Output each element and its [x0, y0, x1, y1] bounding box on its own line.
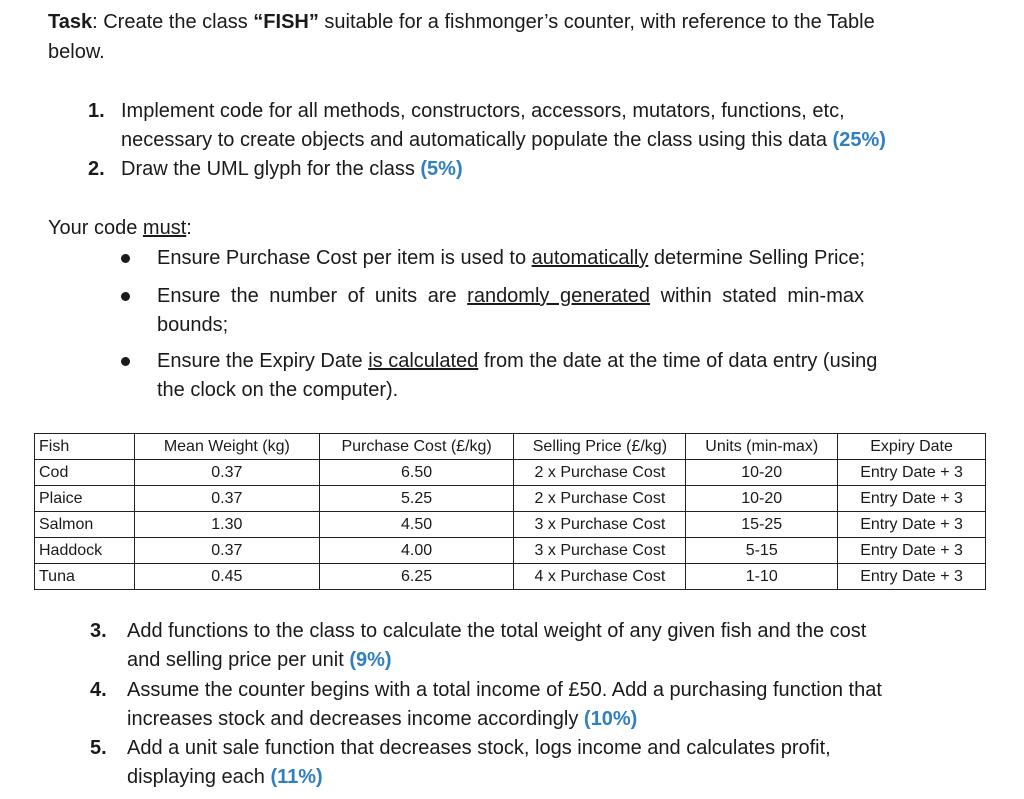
- bullet-1-post: determine Selling Price;: [648, 247, 866, 269]
- item-3-text: and selling price per unit: [127, 649, 350, 671]
- table-cell: 2 x Purchase Cost: [514, 486, 686, 512]
- table-cell: 3 x Purchase Cost: [514, 538, 686, 564]
- table-cell: 4 x Purchase Cost: [514, 564, 686, 590]
- item-3-number: 3.: [90, 620, 107, 642]
- must-pre: Your code: [48, 217, 143, 239]
- table-cell: 10-20: [686, 486, 838, 512]
- item-5-text: displaying each: [127, 766, 271, 788]
- item-1-text: necessary to create objects and automatically populate the class using this data: [121, 129, 833, 151]
- item-1-percent: (25%): [832, 129, 886, 151]
- item-4-line-1: Assume the counter begins with a total income of £50. Add a purchasing function that: [127, 679, 882, 701]
- item-1-line-1: Implement code for all methods, constructors, accessors, mutators, functions, etc,: [121, 100, 845, 122]
- item-5-line-2: [127, 763, 323, 791]
- bullet-3-pre: Ensure the Expiry Date: [157, 350, 369, 372]
- item-4-line-2: [127, 705, 637, 733]
- bullet-3-line-2: the clock on the computer).: [157, 379, 399, 401]
- must-underlined: must: [142, 217, 187, 239]
- item-5-line-1: Add a unit sale function that decreases stock, logs income and calculates profit,: [127, 737, 831, 759]
- table-cell: 6.50: [319, 460, 514, 486]
- table-cell: 2 x Purchase Cost: [514, 460, 686, 486]
- table-cell: Haddock: [35, 538, 135, 564]
- table-cell: Salmon: [35, 512, 135, 538]
- table-cell: 0.37: [134, 486, 319, 512]
- table-cell: 0.37: [134, 538, 319, 564]
- bullet-3-post: from the date at the time of data entry (using: [478, 350, 878, 372]
- table-cell: 5-15: [686, 538, 838, 564]
- table-cell: 3 x Purchase Cost: [514, 512, 686, 538]
- item-5-number: 5.: [90, 737, 107, 759]
- bullet-2-pre: Ensure the number of units are: [157, 285, 468, 307]
- table-row: [35, 512, 986, 538]
- must-post: :: [186, 217, 192, 239]
- bullet-2-post: within stated min-max: [650, 285, 865, 307]
- bullet-1-line: [157, 244, 865, 272]
- table-row: [35, 460, 986, 486]
- table-cell: 10-20: [686, 460, 838, 486]
- bullet-3-underlined: is calculated: [368, 350, 479, 372]
- bullet-1-dot: [121, 254, 130, 263]
- item-3-line-1: Add functions to the class to calculate the total weight of any given fish and the cost: [127, 620, 867, 642]
- task-line-2: below.: [48, 41, 105, 63]
- table-cell: 5.25: [319, 486, 514, 512]
- task-text-b: suitable for a fishmonger’s counter, with reference to the Table: [318, 11, 875, 33]
- bullet-3-dot: [121, 357, 130, 366]
- bullet-2-line-1: [157, 282, 864, 310]
- table-cell: 1.30: [134, 512, 319, 538]
- table-header-cell: Units (min-max): [686, 434, 838, 460]
- table-header-cell: Mean Weight (kg): [134, 434, 319, 460]
- task-line-1: [48, 8, 875, 36]
- table-cell: 4.00: [319, 538, 514, 564]
- table-cell: 6.25: [319, 564, 514, 590]
- item-5-percent: (11%): [270, 766, 323, 788]
- item-2-line: [121, 155, 463, 183]
- table-cell: 0.45: [134, 564, 319, 590]
- bullet-2-underlined: randomly generated: [467, 285, 651, 307]
- table-cell: 1-10: [686, 564, 838, 590]
- table-cell: Entry Date + 3: [838, 460, 986, 486]
- item-4-number: 4.: [90, 679, 107, 701]
- fish-table: [34, 433, 986, 590]
- bullet-1-pre: Ensure Purchase Cost per item is used to: [157, 247, 532, 269]
- task-label: Task: [48, 11, 93, 33]
- must-heading: [48, 214, 192, 242]
- item-2-percent: (5%): [420, 158, 463, 180]
- task-text-a: : Create the class: [92, 11, 254, 33]
- table-header-cell: Fish: [35, 434, 135, 460]
- table-header-cell: Expiry Date: [838, 434, 986, 460]
- item-4-percent: (10%): [583, 708, 638, 730]
- table-cell: 4.50: [319, 512, 514, 538]
- bullet-3-line-1: [157, 347, 877, 375]
- bullet-2-line-2: bounds;: [157, 314, 229, 336]
- table-row: [35, 564, 986, 590]
- table-header-cell: Selling Price (£/kg): [514, 434, 686, 460]
- task-class-name: “FISH”: [253, 11, 319, 33]
- table-header-cell: Purchase Cost (£/kg): [319, 434, 514, 460]
- bullet-1-underlined: automatically: [531, 247, 649, 269]
- table-cell: Entry Date + 3: [838, 538, 986, 564]
- item-4-text: increases stock and decreases income accordingly: [127, 708, 584, 730]
- item-1-line-2: [121, 126, 886, 154]
- item-2-text: Draw the UML glyph for the class: [121, 158, 421, 180]
- table-header-row: [35, 434, 986, 460]
- table-cell: Entry Date + 3: [838, 512, 986, 538]
- item-3-line-2: [127, 646, 392, 674]
- bullet-2-dot: [121, 292, 130, 301]
- item-2-number: 2.: [88, 158, 105, 180]
- table-cell: 15-25: [686, 512, 838, 538]
- table-cell: Tuna: [35, 564, 135, 590]
- table-row: [35, 486, 986, 512]
- table-row: [35, 538, 986, 564]
- table-cell: Cod: [35, 460, 135, 486]
- table-cell: Entry Date + 3: [838, 564, 986, 590]
- table-cell: Entry Date + 3: [838, 486, 986, 512]
- item-1-number: 1.: [88, 100, 105, 122]
- table-cell: 0.37: [134, 460, 319, 486]
- table-cell: Plaice: [35, 486, 135, 512]
- item-3-percent: (9%): [349, 649, 392, 671]
